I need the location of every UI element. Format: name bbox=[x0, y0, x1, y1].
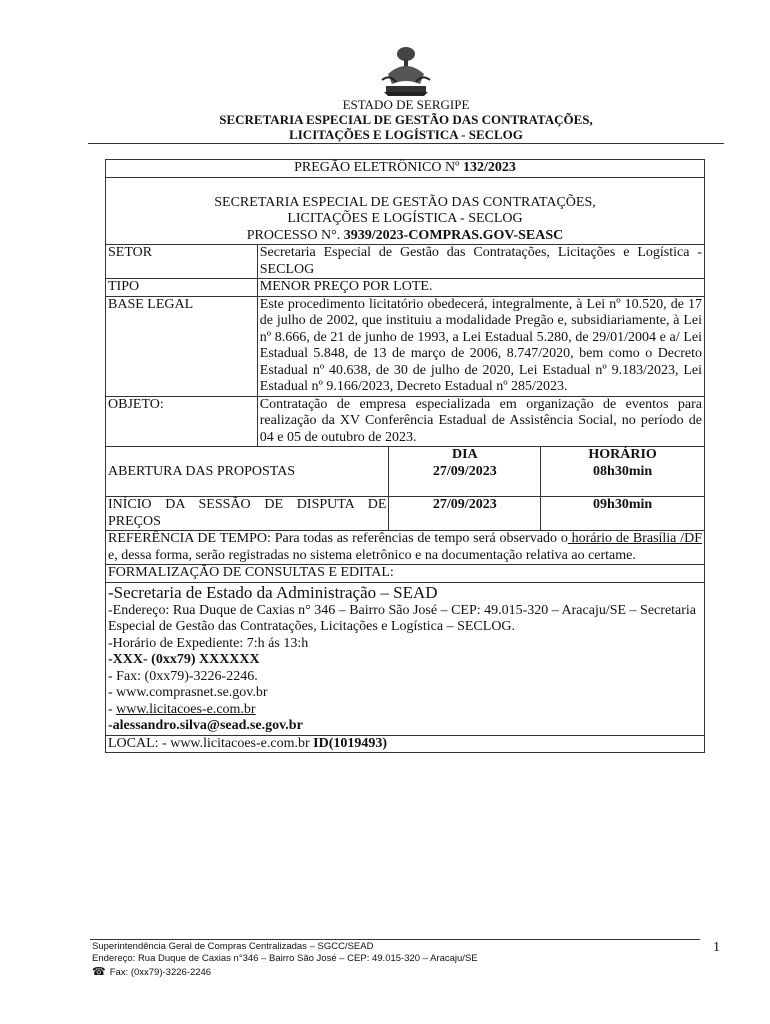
schedule-time: 09h30min bbox=[541, 497, 705, 531]
consultations-fax: - Fax: (0xx79)-3226-2246. bbox=[108, 668, 258, 684]
schedule-label: INÍCIO DA SESSÃO DE DISPUTA DE PREÇOS bbox=[106, 497, 389, 531]
state-coat-of-arms bbox=[378, 44, 434, 98]
consultations-heading-row bbox=[106, 565, 705, 583]
field-row-base-legal bbox=[106, 296, 705, 396]
schedule-label: ABERTURA DAS PROPOSTAS bbox=[106, 464, 389, 497]
schedule-row bbox=[106, 464, 705, 497]
consultations-email: -alessandro.silva@sead.se.gov.br bbox=[108, 718, 303, 733]
schedule-time: 08h30min bbox=[541, 464, 705, 497]
consultations-site-comprasnet[interactable]: - www.comprasnet.se.gov.br bbox=[108, 685, 268, 700]
licitacoes-link[interactable]: www.licitacoes-e.com.br bbox=[116, 701, 256, 717]
consultations-site-licitacoes: - www.licitacoes-e.com.br bbox=[108, 701, 256, 717]
consultations-secretariat: -Secretaria de Estado da Administração – SEAD bbox=[108, 582, 438, 602]
field-row-objeto bbox=[106, 396, 705, 447]
consultations-body-row bbox=[106, 582, 705, 735]
schedule-col-day: DIA bbox=[389, 447, 541, 464]
time-reference: REFERÊNCIA DE TEMPO: Para todas as referências de tempo será observado o horário de Brasília /DF e, dessa forma, serão registradas no sistema eletrônico e na documentação relativa ao certame. bbox=[106, 531, 705, 565]
phone-icon: ☎ bbox=[92, 966, 106, 978]
notice-table bbox=[105, 159, 705, 753]
field-row-tipo bbox=[106, 279, 705, 297]
footer-divider bbox=[90, 939, 700, 940]
notice-organization: SECRETARIA ESPECIAL DE GESTÃO DAS CONTRATAÇÕES, LICITAÇÕES E LOGÍSTICA - SECLOG PROCESSO N°. 3939/2023-COMPRAS.GOV-SEASC bbox=[106, 177, 705, 245]
header-secretariat-line1: SECRETARIA ESPECIAL DE GESTÃO DAS CONTRATAÇÕES, bbox=[219, 112, 593, 127]
footer-line2: Endereço: Rua Duque de Caxias n°346 – Bairro São José – CEP: 49.015-320 – Aracaju/SE bbox=[92, 953, 478, 964]
schedule-row bbox=[106, 497, 705, 531]
header-divider bbox=[88, 143, 724, 144]
footer-line1: Superintendência Geral de Compras Centralizadas – SGCC/SEAD bbox=[92, 941, 374, 952]
local-value: LOCAL: - www.licitacoes-e.com.br ID(1019493) bbox=[106, 735, 705, 753]
consultations-address: -Endereço: Rua Duque de Caxias n° 346 – Bairro São José – CEP: 49.015-320 – Aracaju/SE – Secretaria Especial de Gestão das Contratações, Licitações e Logística – SECLOG. bbox=[108, 602, 697, 634]
time-reference-row bbox=[106, 531, 705, 565]
brasilia-time-text: horário de Brasília /DF bbox=[567, 531, 702, 546]
header-secretariat-line2: LICITAÇÕES E LOGÍSTICA - SECLOG bbox=[289, 127, 523, 142]
schedule-header-row bbox=[106, 447, 705, 464]
field-label: TIPO bbox=[106, 279, 258, 297]
schedule-day: 27/09/2023 bbox=[389, 497, 541, 531]
local-row bbox=[106, 735, 705, 753]
consultations-body bbox=[106, 582, 705, 735]
field-value: Secretaria Especial de Gestão das Contratações, Licitações e Logística - SECLOG bbox=[257, 245, 704, 279]
process-number: PROCESSO N°. 3939/2023-COMPRAS.GOV-SEASC bbox=[246, 227, 564, 243]
field-value: Este procedimento licitatório obedecerá, integralmente, à Lei nº 10.520, de 17 de julho de 2002, que instituiu a modalidade Pregão e, subsidiariamente, à Lei nº 8.666, de 21 de junho de 1993, a Lei Estadual 5.280, de 29/01/2004 e a/ Lei Estadual 5.848, de 13 de março de 2006, 8.747/2020, bem como o Decreto Estadual nº 40.638, de 30 de julho de 2020, Lei Estadual nº 9.183/2023, Lei Estadual nº 9.166/2023, Decreto Estadual nº 285/2023. bbox=[257, 296, 704, 396]
schedule-col-time: HORÁRIO bbox=[541, 447, 705, 464]
field-label: BASE LEGAL bbox=[106, 296, 258, 396]
consultations-heading: FORMALIZAÇÃO DE CONSULTAS E EDITAL: bbox=[106, 565, 705, 583]
consultations-phone: -XXX- (0xx79) XXXXXX bbox=[108, 652, 260, 667]
field-label: OBJETO: bbox=[106, 396, 258, 447]
schedule-day: 27/09/2023 bbox=[389, 464, 541, 497]
header-state: ESTADO DE SERGIPE bbox=[342, 97, 470, 112]
notice-title: PREGÃO ELETRÔNICO Nº 132/2023 bbox=[106, 160, 705, 178]
consultations-hours: -Horário de Expediente: 7:h ás 13:h bbox=[108, 635, 309, 651]
field-label: SETOR bbox=[106, 245, 258, 279]
page-number: 1 bbox=[713, 940, 720, 955]
footer-line3: ☎ Fax: (0xx79)-3226-2246 bbox=[92, 966, 212, 978]
email-link[interactable]: alessandro.silva@sead.se.gov.br bbox=[112, 718, 303, 733]
field-value: Contratação de empresa especializada em organização de eventos para realização da XV Conferência Estadual de Assistência Social, no período de 04 e 05 de outubro de 2023. bbox=[257, 396, 704, 447]
field-value: MENOR PREÇO POR LOTE. bbox=[257, 279, 704, 297]
field-row-setor bbox=[106, 245, 705, 279]
